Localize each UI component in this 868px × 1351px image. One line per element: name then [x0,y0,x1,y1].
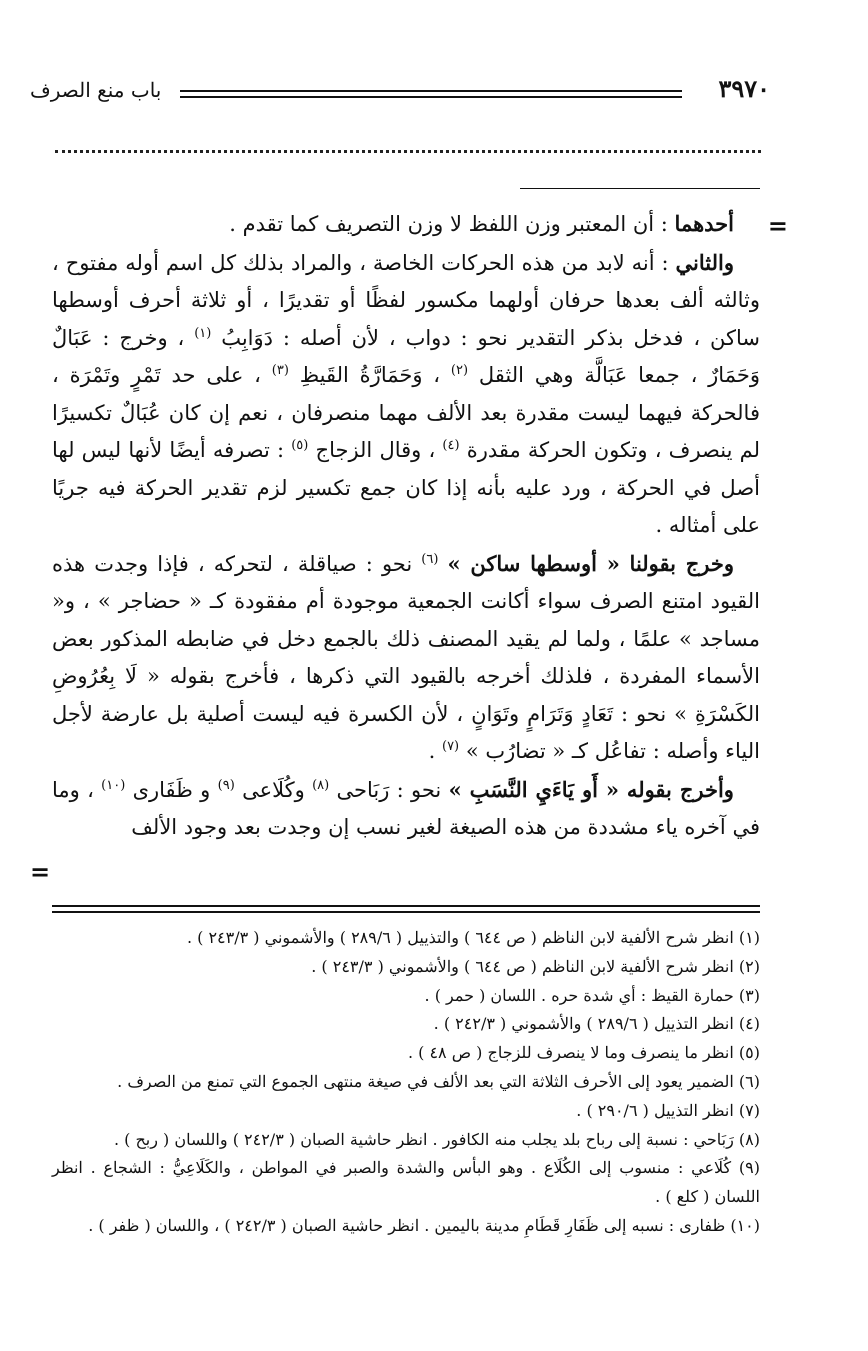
paragraph-text: و ظَفَارى [132,777,218,802]
paragraph-1 [52,205,760,244]
footnote-9: (٩) كُلَاعي : منسوب إلى الكُلَاع . وهو البأس والشدة والصبر في المواطن ، والكَلَاعِيُّ : الشجاع . انظر اللسان ( كلع ) . [52,1158,760,1207]
page-number: ٣٩٧٠ [718,74,770,103]
footnote-ref-9[interactable]: (٩) [217,777,235,793]
paragraph-text: : تصرفه أيضًا لأنها ليس لها أصل في الحركة ، ورد عليه بأنه إذا كان جمع تكسير لزم تقدير الحركة فيه جريًا على أمثاله . [52,438,760,537]
main-text [52,205,760,847]
footnote-1: (١) انظر شرح الألفية لابن الناظم ( ص ٦٤٤ ) والتذييل ( ٢٨٩/٦ ) والأشموني ( ٢٤٣/٣ ) . [186,928,760,947]
page-header [30,72,770,112]
paragraph-text: ، وما في آخره ياء مشددة من هذه الصيغة لغير نسب إن وجدت بعد وجود الألف [52,777,760,839]
footnote-6: (٦) الضمير يعود إلى الأحرف الثلاثة التي بعد الألف في صيغة منتهى الجموع التي تمنع من الصرف . [117,1071,760,1091]
paragraph-lead: وخرج بقولنا « أوسطها ساكن » [447,550,734,576]
footnote-8: (٨) رَبَاحي : نسبة إلى رباح بلد يجلب منه الكافور . انظر حاشية الصبان ( ٢٤٢/٣ ) واللسان ( ربح ) . [113,1129,760,1149]
paragraph-lead: وأخرج بقوله « أَو يَاءَيِ النَّسَبِ » [448,776,734,802]
paragraph-text: . [428,739,442,763]
running-head-title: باب منع الصرف [30,78,162,102]
footnote-10: (١٠) ظفارى : نسبه إلى ظَفَارِ قَطَامِ مدينة باليمين . انظر حاشية الصبان ( ٢٤٢/٣ ) ، واللسان ( ظفر ) . [88,1215,760,1235]
footnote-ref-10[interactable]: (١٠) [101,777,126,793]
footnote-ref-4[interactable]: (٤) [442,438,460,453]
footnote-5: (٥) انظر ما ينصرف وما لا ينصرف للزجاج ( ص ٤٨ ) . [407,1043,760,1063]
footnote-ref-7[interactable]: (٧) [441,739,460,754]
footnote-separator [52,905,760,913]
paragraph-text: ، وخرج : عَبَالٌ وَحَمَارٌ ، جمعا عَبَالَّة وهي الثقل [52,325,760,387]
continuation-rule [520,188,760,189]
paragraph-text: نحو : رَبَاحى [336,777,449,802]
paragraph-4 [52,771,760,847]
paragraph-text: وكُلَاعى [242,777,313,802]
dotted-separator [55,140,761,153]
paragraph-text: ، وَحَمَارَّةُ القَيظِ [299,363,451,387]
paragraph-lead: والثاني [675,249,734,275]
paragraph-text: ، وقال الزجاج [315,438,443,462]
footnote-2: (٢) انظر شرح الألفية لابن الناظم ( ص ٦٤٤ ) والأشموني ( ٢٤٣/٣ ) . [311,956,760,976]
footnote-ref-6[interactable]: (٦) [421,551,439,567]
paragraph-text: ، على حد تَمْرٍ وتَمْرَة ، فالحركة فيهما ليست مقدرة بعد الألف مهما منصرفان ، نعم إن كان عُبَالٌ تكسيرًا لم ينصرف ، وتكون الحركة مقدرة [52,363,760,462]
footnote-7: (٧) انظر التذييل ( ٢٩٠/٦ ) . [576,1100,760,1120]
footnote-ref-1[interactable]: (١) [194,325,212,341]
continuation-mark-top: = [767,211,788,240]
continuation-mark-bottom: = [30,857,51,886]
footnote-ref-3[interactable]: (٣) [271,363,289,378]
footnote-4: (٤) انظر التذييل ( ٢٨٩/٦ ) والأشموني ( ٢٤٢/٣ ) . [433,1014,760,1034]
paragraph-text: : أن المعتبر وزن اللفظ لا وزن التصريف كما تقدم . [229,212,675,236]
paragraph-text: : أنه لابد من هذه الحركات الخاصة ، والمراد بذلك كل اسم أوله مفتوح ، وثالثه ألف بعدها حرفان أولهما مكسور لفظًا أو تقديرًا ، أو ثلاثة أحرف أوسطها ساكن ، فدخل بذكر التقدير نحو : دواب ، لأن أصله : دَوَابِبُ [52,250,760,350]
footnote-ref-5[interactable]: (٥) [291,438,309,453]
footnotes [52,924,760,1241]
paragraph-text: نحو : صياقلة ، لتحركه ، فإذا وجدت هذه القيود امتنع الصرف سواء أكانت الجمعية موجودة أم مفقودة كـ « حضاجر » ، و« مساجد » علمًا ، ولما لم يقيد المصنف ذلك بالجمع دخل في ضابطه المذكور بعض الأسماء المفردة ، فلذلك أخرجه بالقيود التي ذكرها ، فأخرج بقوله « لَا بِعُرُوضِ الكَسْرَةِ » نحو : تَعَادٍ وَتَرَامٍ وتَوَانٍ ، لأن الكسرة فيه ليست أصلية بل عارضة لأجل الياء وأصله : تفاعُل كـ « تضارُب » [52,551,760,763]
paragraph-2 [52,244,760,545]
paragraph-3 [52,545,760,771]
footnote-ref-2[interactable]: (٢) [450,363,469,378]
paragraph-lead: أحدهما [674,211,734,236]
footnote-ref-8[interactable]: (٨) [312,777,330,793]
footnote-3: (٣) حمارة القيظ : أي شدة حره . اللسان ( حمر ) . [424,985,760,1005]
header-double-rule [180,90,682,98]
